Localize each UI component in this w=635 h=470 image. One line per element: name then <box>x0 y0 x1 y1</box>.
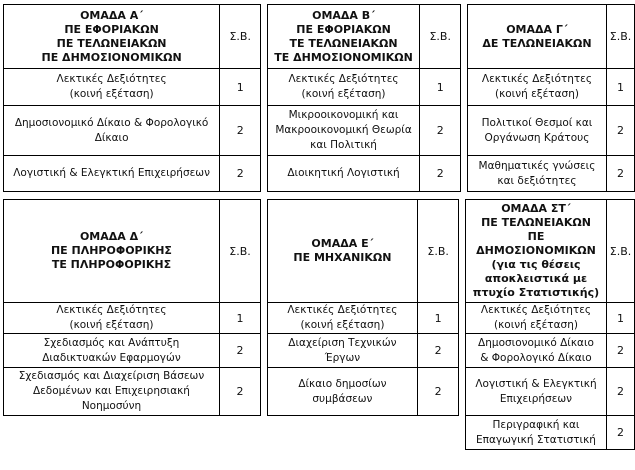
header-row <box>4 200 635 303</box>
cell-text-line: ΠΕ ΤΕΛΩΝΕΙΑΚΩΝ <box>481 216 591 229</box>
weight-cell: 1 <box>418 303 459 334</box>
weight-cell: 2 <box>607 334 635 368</box>
weight-cell: 2 <box>220 156 261 192</box>
weight-cell: 2 <box>219 368 260 416</box>
exam-table-bottom <box>3 199 635 450</box>
cell-text-line: Μακροοικονομική Θεωρία <box>275 124 412 136</box>
cell-text-line: Επιχειρήσεων <box>499 392 573 405</box>
cell-text-line: (για τις θέσεις <box>491 258 581 271</box>
cell-text-line: ΟΜΑΔΑ ΣΤ΄ <box>501 202 571 215</box>
subject-cell <box>267 303 417 334</box>
cell-text-line: Περιγραφική και <box>492 418 580 431</box>
cell-text-line: Διοικητική Λογιστική <box>287 167 400 179</box>
table-row <box>4 69 635 106</box>
cell-text-line: Λογιστική & Ελεγκτική Επιχειρήσεων <box>13 167 210 179</box>
cell-text-line: ΠΕ ΕΦΟΡΙΑΚΩΝ <box>296 22 391 36</box>
cell-text-line: Δίκαιο <box>94 131 129 144</box>
cell-text-line: Λεκτικές Δεξιότητες <box>56 304 167 316</box>
exam-table-top <box>3 4 635 192</box>
table-row <box>4 156 635 192</box>
cell-text-line: Έργων <box>324 351 361 364</box>
table-row <box>4 368 635 416</box>
cell-text-line: Πολιτικοί Θεσμοί και <box>481 116 593 129</box>
weight-cell: 2 <box>219 334 260 368</box>
table-row <box>4 416 635 450</box>
weight-cell: 2 <box>607 416 635 450</box>
cell-text-line: ΟΜΑΔΑ Α΄ <box>80 8 144 22</box>
group-title <box>267 200 417 303</box>
cell-text-line: ΤΕ ΔΗΜΟΣΙΟΝΟΜΙΚΩΝ <box>274 50 413 64</box>
cell-text-line: Μικροοικονομική και <box>288 109 399 121</box>
cell-text-line: (κοινή εξέταση) <box>300 319 385 331</box>
subject-cell <box>465 368 606 416</box>
weight-cell: 2 <box>418 334 459 368</box>
cell-text-line: Λεκτικές Δεξιότητες <box>56 73 167 85</box>
cell-text-line: (κοινή εξέταση) <box>493 319 578 331</box>
cell-text-line: ΠΕ <box>527 230 545 243</box>
cell-text-line: ΔΗΜΟΣΙΟΝΟΜΙΚΩΝ <box>476 244 596 257</box>
cell-text-line: Λεκτικές Δεξιότητες <box>287 304 398 316</box>
cell-text-line: και Πολιτική <box>310 139 377 151</box>
cell-text-line: ΠΕ ΕΦΟΡΙΑΚΩΝ <box>64 22 159 36</box>
group-title <box>4 5 220 69</box>
cell-text-line: ΤΕ ΤΕΛΩΝΕΙΑΚΩΝ <box>289 36 398 50</box>
weight-cell: 1 <box>607 69 635 106</box>
cell-text-line: Μαθηματικές γνώσεις <box>478 159 596 172</box>
cell-text-line: (κοινή εξέταση) <box>69 319 154 331</box>
weight-cell: 2 <box>607 106 635 156</box>
subject-cell <box>465 334 606 368</box>
subject-cell <box>4 156 220 192</box>
cell-text-line: Λογιστική & Ελεγκτική <box>475 377 597 390</box>
cell-text-line: Λεκτικές Δεξιότητες <box>480 304 592 316</box>
group-title <box>465 200 606 303</box>
weight-cell: 2 <box>220 106 261 156</box>
cell-text-line: και δεξιότητες <box>497 174 577 187</box>
sb-header: Σ.Β. <box>418 200 459 303</box>
cell-text-line: Σχεδιασμός και Ανάπτυξη <box>43 336 180 349</box>
subject-cell <box>465 303 606 334</box>
cell-text-line: Διαχείριση Τεχνικών <box>288 336 397 349</box>
cell-text-line: ΠΕ ΤΕΛΩΝΕΙΑΚΩΝ <box>56 36 167 50</box>
cell-text-line: Λεκτικές Δεξιότητες <box>481 73 593 85</box>
weight-cell: 2 <box>420 156 461 192</box>
cell-text-line: ΟΜΑΔΑ Γ΄ <box>506 22 568 36</box>
sb-header: Σ.Β. <box>219 200 260 303</box>
subject-cell <box>467 156 606 192</box>
cell-text-line: Νοημοσύνη <box>81 400 142 412</box>
cell-text-line: ΠΕ ΠΛΗΡΟΦΟΡΙΚΗΣ <box>50 244 172 257</box>
header-row <box>4 5 635 69</box>
cell-text-line: ΔΕ ΤΕΛΩΝΕΙΑΚΩΝ <box>482 36 592 50</box>
cell-text-line: Λεκτικές Δεξιότητες <box>288 73 399 85</box>
subject-cell <box>4 69 220 106</box>
cell-text-line: Δημοσιονομικό Δίκαιο <box>478 336 594 349</box>
sb-header: Σ.Β. <box>220 5 261 69</box>
subject-cell <box>4 368 220 416</box>
weight-cell: 1 <box>420 69 461 106</box>
cell-text-line: συμβάσεων <box>312 392 373 405</box>
sb-header: Σ.Β. <box>607 200 635 303</box>
table-row <box>4 334 635 368</box>
cell-text-line: Δεδομένων και Επιχειρησιακή <box>32 385 190 397</box>
cell-text-line: Οργάνωση Κράτους <box>484 131 590 144</box>
cell-text-line: & Φορολογικό Δίκαιο <box>480 351 592 364</box>
cell-text-line: (κοινή εξέταση) <box>69 88 154 100</box>
weight-cell: 2 <box>420 106 461 156</box>
subject-cell <box>267 334 417 368</box>
weight-cell: 2 <box>607 156 635 192</box>
cell-text-line: ΤΕ ΠΛΗΡΟΦΟΡΙΚΗΣ <box>51 258 172 271</box>
weight-cell: 2 <box>418 368 459 416</box>
cell-text-line: Σχεδιασμός και Διαχείριση Βάσεων <box>18 370 205 382</box>
subject-cell <box>467 106 606 156</box>
subject-cell <box>267 156 419 192</box>
cell-text-line: αποκλειστικά με <box>484 272 588 285</box>
group-title <box>4 200 220 303</box>
subject-cell <box>267 368 417 416</box>
cell-text-line: ΟΜΑΔΑ Β΄ <box>312 8 375 22</box>
weight-cell: 2 <box>607 368 635 416</box>
weight-cell: 1 <box>219 303 260 334</box>
cell-text-line: (κοινή εξέταση) <box>494 88 579 100</box>
cell-text-line: (κοινή εξέταση) <box>301 88 386 100</box>
group-title <box>467 5 606 69</box>
subject-cell <box>4 106 220 156</box>
cell-text-line: ΟΜΑΔΑ Ε΄ <box>311 237 374 250</box>
sb-header: Σ.Β. <box>607 5 635 69</box>
subject-cell <box>467 69 606 106</box>
cell-text-line: ΠΕ ΜΗΧΑΝΙΚΩΝ <box>293 251 392 264</box>
table-row <box>4 106 635 156</box>
cell-text-line: Διαδικτυακών Εφαρμογών <box>42 351 181 364</box>
weight-cell: 1 <box>220 69 261 106</box>
table-row <box>4 303 635 334</box>
weight-cell: 1 <box>607 303 635 334</box>
sb-header: Σ.Β. <box>420 5 461 69</box>
cell-text-line: Επαγωγική Στατιστική <box>476 433 596 446</box>
cell-text-line: ΟΜΑΔΑ Δ΄ <box>79 230 143 243</box>
cell-text-line: πτυχίο Στατιστικής) <box>472 286 600 299</box>
subject-cell <box>4 303 220 334</box>
subject-cell <box>267 106 419 156</box>
subject-cell <box>465 416 606 450</box>
group-title <box>267 5 419 69</box>
cell-text-line: Δημοσιονομικό Δίκαιο & Φορολογικό <box>14 116 209 129</box>
cell-text-line: ΠΕ ΔΗΜΟΣΙΟΝΟΜΙΚΩΝ <box>41 50 182 64</box>
subject-cell <box>4 334 220 368</box>
subject-cell <box>267 69 419 106</box>
cell-text-line: Δίκαιο δημοσίων <box>298 377 387 390</box>
